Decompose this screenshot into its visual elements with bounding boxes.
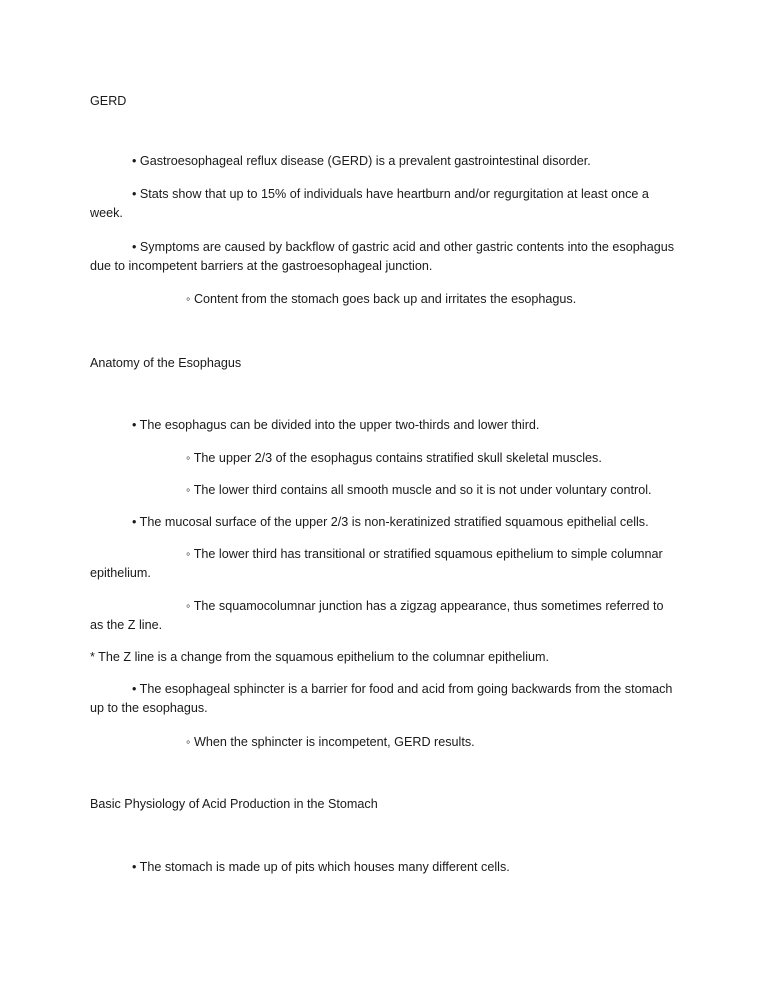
sub-bullet-paragraph: ◦ The squamocolumnar junction has a zigzag appearance, thus sometimes referred to as the Z line. [90, 599, 664, 632]
sub-bullet-paragraph: ◦ The upper 2/3 of the esophagus contains stratified skull skeletal muscles. [186, 451, 602, 465]
bullet-paragraph: • Stats show that up to 15% of individuals have heartburn and/or regurgitation at least once a week. [90, 187, 649, 220]
sub-bullet-paragraph: ◦ The lower third contains all smooth muscle and so it is not under voluntary control. [186, 483, 652, 497]
bullet-paragraph: • The stomach is made up of pits which houses many different cells. [132, 860, 510, 874]
sub-bullet-paragraph: ◦ The lower third has transitional or stratified squamous epithelium to simple columnar epithelium. [90, 547, 663, 580]
sub-bullet-paragraph: ◦ When the sphincter is incompetent, GERD results. [186, 735, 475, 749]
section-heading-gerd: GERD [90, 94, 127, 108]
sub-bullet-paragraph: ◦ Content from the stomach goes back up and irritates the esophagus. [186, 292, 577, 306]
section-heading-physiology: Basic Physiology of Acid Production in the Stomach [90, 797, 378, 811]
bullet-paragraph: • The mucosal surface of the upper 2/3 is non-keratinized stratified squamous epithelial cells. [132, 515, 649, 529]
bullet-paragraph: • Symptoms are caused by backflow of gastric acid and other gastric contents into the esophagus due to incompetent barriers at the gastroesophageal junction. [90, 240, 675, 273]
bullet-paragraph: • The esophagus can be divided into the upper two-thirds and lower third. [132, 418, 540, 432]
section-heading-anatomy: Anatomy of the Esophagus [90, 356, 242, 370]
bullet-paragraph: • Gastroesophageal reflux disease (GERD) is a prevalent gastrointestinal disorder. [132, 154, 591, 168]
bullet-paragraph: • The esophageal sphincter is a barrier for food and acid from going backwards from the stomach up to the esophagus. [90, 682, 673, 715]
note-paragraph: * The Z line is a change from the squamous epithelium to the columnar epithelium. [90, 650, 549, 664]
